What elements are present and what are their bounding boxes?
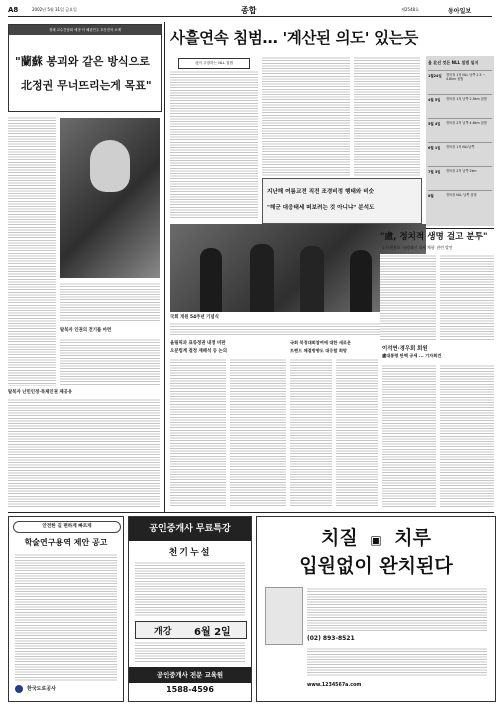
main-sub-box: 北이 주장하는 NLL 침범 <box>178 58 250 69</box>
lower-subhead-2: 트렌드 체결방향도 대응할 희망 <box>290 348 347 353</box>
nll-sidebar-title: 올 北선 엇든 NLL 침범 일지 <box>428 60 479 65</box>
right-story-headline: "盧, 정치적 생명 걸고 분투" <box>380 232 488 242</box>
left-story-headline-2: 北정권 무너뜨리는게 목표" <box>21 79 152 92</box>
ad2-body <box>135 561 245 617</box>
photo-figure-1 <box>200 248 222 312</box>
left-story-body-bottom <box>8 398 160 508</box>
ad3-title <box>257 523 495 550</box>
nll-row-text: 경비정 1척 남쪽 2.5km 침범 <box>446 97 487 101</box>
right-lower-body-col1 <box>382 364 436 508</box>
ad2-title: 공인중개사 무료특강 <box>129 517 251 541</box>
ad3-title-b: 치루 <box>394 527 432 549</box>
ad3-headline: 입원없이 완치된다 <box>299 555 453 577</box>
photo-figure-3 <box>300 246 324 312</box>
lower-body-col3 <box>290 358 332 508</box>
ad3-phone: (02) 893-8521 <box>307 635 355 642</box>
left-story-headline-box <box>8 24 162 112</box>
nll-row-date: 8월 <box>428 194 434 198</box>
lower-subhead-1: 오분법계 결정 재해석 등 논의 <box>170 349 228 354</box>
center-box-line-2: "해군 대응태세 떠보려는 것 아니냐" 분석도 <box>267 205 375 211</box>
nll-row-date: 5월 4일 <box>428 122 441 126</box>
center-quote-box <box>262 178 422 224</box>
nll-row-date: 4월 5일 <box>428 98 441 102</box>
ad2-bottom-title: 공인중개사 전문 교육원 <box>129 667 251 683</box>
ad3-website: www.1234567a.com <box>307 683 362 688</box>
ad3-book-image <box>265 587 303 645</box>
main-body-col3 <box>354 56 420 176</box>
ad1-body <box>15 553 117 681</box>
ad2-phone: 1588-4596 <box>166 685 214 694</box>
ad2-open-box <box>135 621 247 639</box>
left-story-body-col2 <box>60 338 160 386</box>
right-story-subhead: 노무현홍보 '국정쇄신 과제 체험' 관련 발언 <box>382 245 453 250</box>
right-lower-subhead: 盧대통령 탄핵 공세 ... 기자회견 <box>382 353 442 358</box>
right-story-rule <box>426 228 494 229</box>
column-rule <box>164 22 165 512</box>
ad2-subtitle: 천기누설 <box>168 548 212 558</box>
left-subhead-2: 탈북자 난민인정·북제인권 제공유 <box>8 390 73 395</box>
left-subhead-1: 탈북자 인권의 전기를 마련 <box>60 328 112 333</box>
ad-realtor-lecture <box>128 516 252 702</box>
photo-figure-2 <box>250 244 274 312</box>
highway-logo-icon <box>15 685 23 693</box>
main-body-col1 <box>170 70 258 220</box>
lower-headline-2: 국회 북경대회참여에 대한 새로운 <box>290 340 352 345</box>
nll-row-text: 경비정 NLL 남쪽 침범 <box>446 193 477 197</box>
left-story-kicker: 정혜 교수간담회 예정·이 해관민주 호운진의 소제 <box>9 25 161 35</box>
paper-name: 동아일보 <box>448 8 472 15</box>
ad2-open-date: 6월 2일 <box>194 627 231 638</box>
ad3-title-sep: ▣ <box>370 533 382 547</box>
nll-row-text: 경비정 1척 NLL 남쪽 2.5 ~ 4.8km 침범 <box>446 73 486 81</box>
nll-sidebar <box>426 56 494 226</box>
ad3-title-a: 치질 <box>320 527 358 549</box>
ad2-body-2 <box>135 641 245 663</box>
ad-highway-corp <box>8 516 124 702</box>
left-story-headline-1: "蘭蘇 봉괴와 같은 방식으로 <box>15 55 150 68</box>
section-name: 종합 <box>241 6 257 15</box>
nll-row-date: 1월24일 <box>428 74 442 78</box>
lower-body-col1 <box>170 358 226 508</box>
interview-photo <box>60 118 160 278</box>
main-headline: 사흘연속 침범… '계산된 의도' 있는듯 <box>170 29 418 47</box>
nll-sidebar-row <box>428 118 492 139</box>
nll-sidebar-row <box>428 70 492 91</box>
nll-row-text: 경비정 2척 남쪽 4.6km 침범 <box>446 121 487 125</box>
right-story-body-col2 <box>440 254 494 340</box>
portrait-head <box>90 140 130 192</box>
page-date: 2002년 5월 31일 금요일 <box>32 7 77 12</box>
photo-caption-title: 국회 개원 54주년 기념식 <box>170 315 219 320</box>
lower-headline-1: 올림픽과 표류정권 내정 비판 <box>170 341 226 346</box>
issue-number: 제2548호 <box>401 7 419 12</box>
right-lower-headline: 이석연·경우회 회원 <box>382 346 428 352</box>
main-body-col2 <box>262 56 350 176</box>
nll-sidebar-row <box>428 94 492 115</box>
page-number: A8 <box>8 6 19 14</box>
right-story-body-col1 <box>380 254 436 340</box>
lower-body-col4 <box>336 358 378 508</box>
lower-body-col2 <box>230 358 286 508</box>
nll-sidebar-row <box>428 166 492 187</box>
page-header <box>8 4 492 17</box>
nll-row-date: 6월 1일 <box>428 146 441 150</box>
nll-sidebar-row <box>428 142 492 163</box>
nll-sidebar-row <box>428 190 492 211</box>
photo-figure-4 <box>350 250 372 312</box>
ad2-open-label: 개강 <box>154 627 172 637</box>
photo-caption-text <box>60 282 160 322</box>
ad1-top-banner: 안전한 길 편하게 빠르게 <box>13 521 121 533</box>
ad-separator <box>8 512 494 513</box>
ad1-footer: 한국도로공사 <box>27 686 56 692</box>
nll-row-date: 7월 3일 <box>428 170 441 174</box>
ad3-body <box>307 587 487 633</box>
nll-row-text: 경비정 2척 남쪽 2km <box>446 169 477 173</box>
nll-row-text: 경비정 1척 NLL남쪽 <box>446 145 475 149</box>
ad-hemorrhoid-clinic <box>256 516 496 702</box>
left-story-body-col1 <box>8 116 56 386</box>
ad3-body-2 <box>307 647 487 677</box>
center-box-line-1: 지난해 여름교전 직전 조경비정 행태와 비슷 <box>267 189 375 195</box>
ad1-title: 학술연구용역 제안 공고 <box>24 538 108 547</box>
right-lower-body-col2 <box>440 364 494 508</box>
